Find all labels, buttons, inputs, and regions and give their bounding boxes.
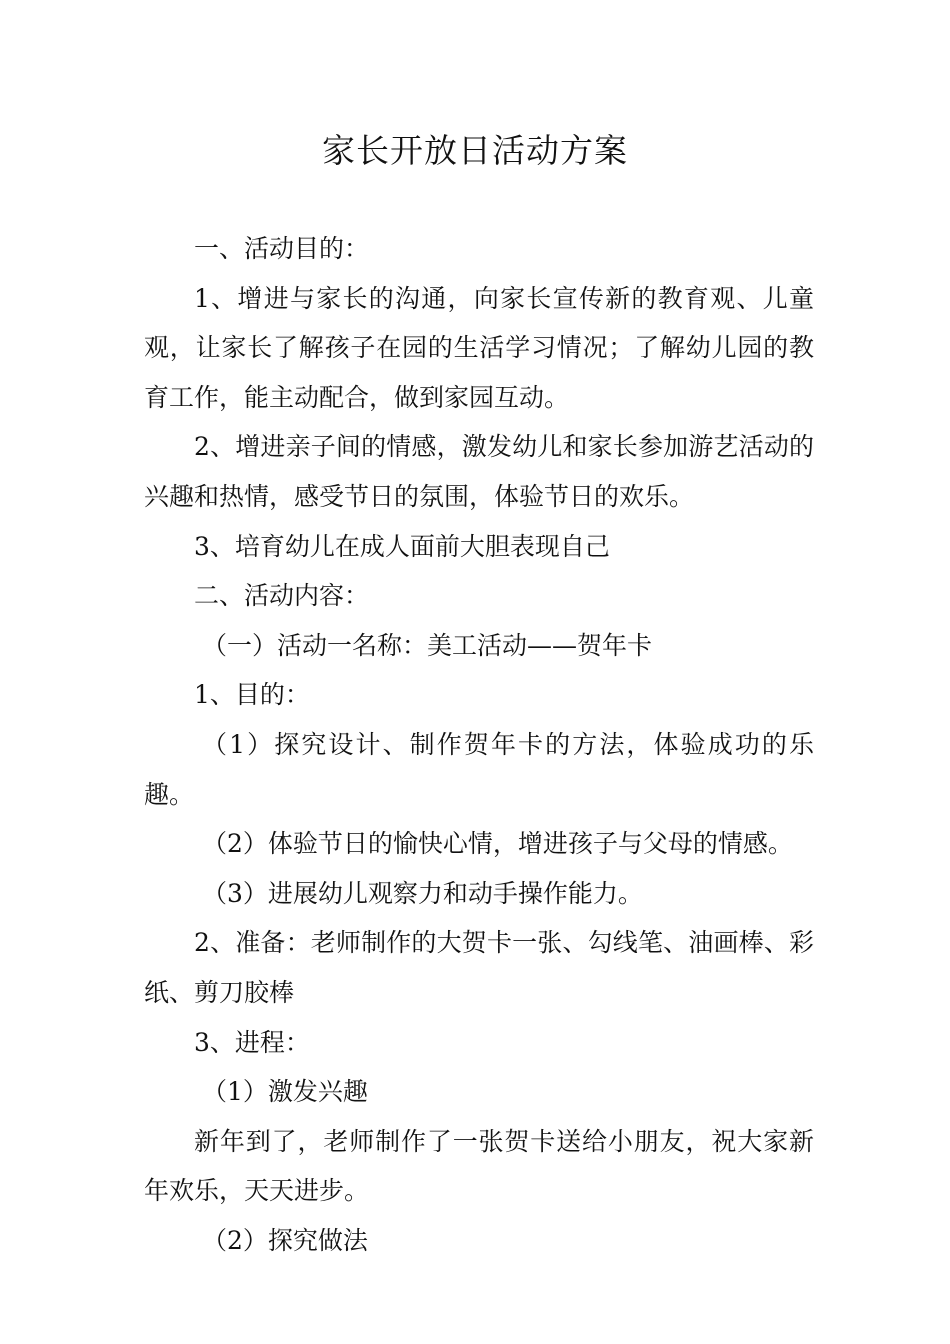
document-title: 家长开放日活动方案 — [322, 131, 628, 170]
list-item: （2）体验节日的愉快心情，增进孩子与父母的情感。 — [202, 829, 793, 859]
paragraph: 1、增进与家长的沟通，向家长宣传新的教育观、儿童观，让家长了解孩子在园的生活学习情况；了解幼儿园的教育工作，能主动配合，做到家园互动。 — [144, 283, 814, 412]
list-item: （2）探究做法 — [202, 1225, 368, 1255]
paragraph: 1、目的： — [194, 680, 310, 710]
list-item: （1）激发兴趣 — [202, 1077, 368, 1107]
list-item: （1）探究设计、制作贺年卡的方法，体验成功的乐趣。 — [144, 729, 814, 809]
paragraph: 新年到了，老师制作了一张贺卡送给小朋友，祝大家新年欢乐，天天进步。 — [144, 1126, 814, 1206]
document-body — [144, 224, 814, 1265]
paragraph: 2、增进亲子间的情感，激发幼儿和家长参加游艺活动的兴趣和热情，感受节日的氛围，体验节日的欢乐。 — [144, 432, 814, 511]
subsection-heading: （一）活动一名称：美工活动——贺年卡 — [202, 630, 653, 660]
section-heading: 二、活动内容： — [194, 581, 370, 611]
paragraph: 3、进程： — [194, 1027, 310, 1057]
section-heading: 一、活动目的： — [194, 234, 370, 263]
paragraph: 2、准备：老师制作的大贺卡一张、勾线笔、油画棒、彩纸、剪刀胶棒 — [144, 928, 814, 1007]
list-item: （3）进展幼儿观察力和动手操作能力。 — [202, 878, 643, 908]
paragraph: 3、培育幼儿在成人面前大胆表现自己 — [194, 531, 610, 561]
